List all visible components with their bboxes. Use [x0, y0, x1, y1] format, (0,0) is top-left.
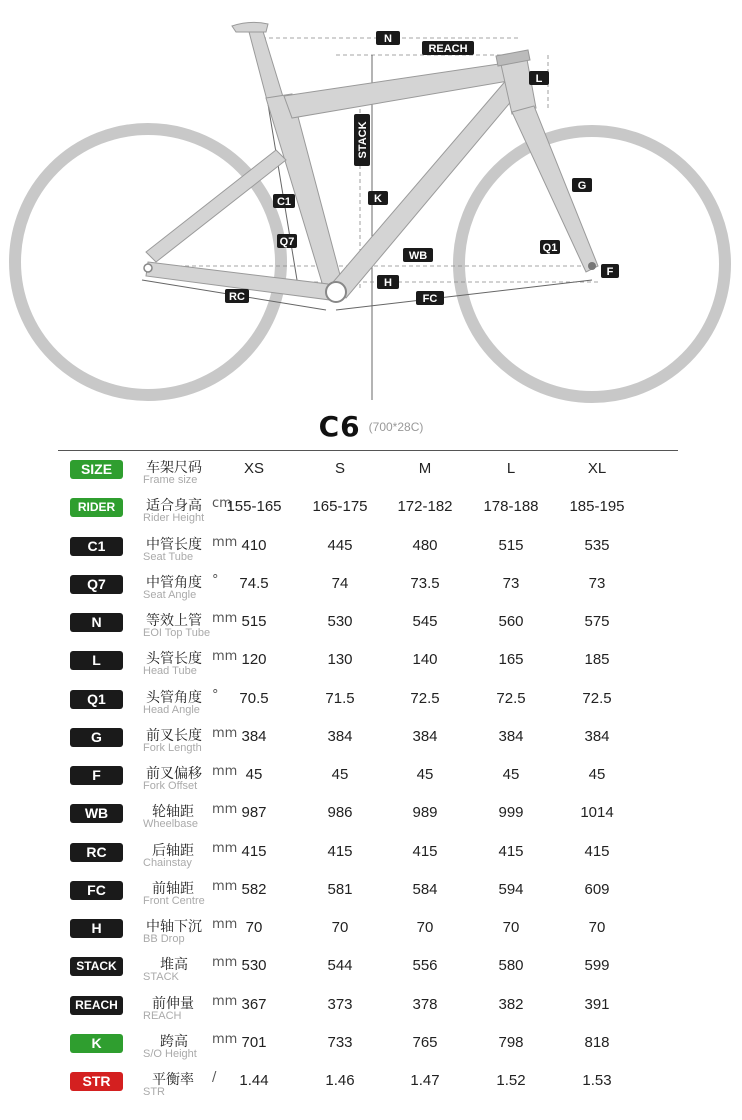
table-cell: 140: [412, 651, 438, 669]
seatpost: [248, 28, 284, 104]
model-name: C6: [318, 410, 361, 443]
table-cell: 999: [498, 804, 524, 822]
diagram-label-fc: [416, 291, 444, 305]
table-cell: 391: [584, 995, 610, 1013]
row-label-cn: 跨高: [160, 1033, 188, 1050]
table-cell: 544: [327, 957, 353, 975]
row-code-badge: K: [70, 1034, 123, 1053]
table-row: [0, 1025, 742, 1063]
table-cell: 701: [241, 1033, 267, 1051]
table-cell: 1.44: [239, 1072, 269, 1089]
table-row: [0, 489, 742, 527]
table-cell: 378: [412, 995, 438, 1013]
table-cell: 530: [327, 613, 353, 630]
row-label-en: Fork Offset: [143, 780, 198, 792]
row-code-badge: C1: [70, 537, 123, 556]
row-code-badge: G: [70, 728, 123, 747]
row-label-en: Fork Length: [143, 741, 202, 754]
table-cell: 70: [588, 919, 606, 936]
table-cell: 70: [416, 919, 434, 936]
row-label-cn: 头管角度: [146, 689, 202, 706]
saddle: [232, 22, 268, 32]
table-cell: 155-165: [226, 498, 282, 516]
row-label-cn: 中轴下沉: [146, 919, 202, 935]
row-unit: mm: [212, 725, 238, 741]
row-unit: mm: [212, 802, 238, 818]
table-cell: 384: [327, 727, 353, 745]
table-cell: 594: [498, 880, 524, 898]
table-cell: 582: [241, 880, 267, 898]
svg-text:N: N: [384, 33, 392, 45]
table-cell: 1.46: [325, 1072, 355, 1089]
table-cell: 70: [245, 919, 263, 936]
svg-text:STACK: STACK: [357, 121, 369, 159]
table-cell: 798: [498, 1033, 524, 1051]
table-cell: 415: [584, 842, 610, 860]
table-cell: 172-182: [397, 498, 453, 516]
table-row: [0, 566, 742, 604]
row-label-en: REACH: [143, 1009, 182, 1022]
svg-text:WB: WB: [408, 250, 428, 262]
svg-text:G: G: [577, 180, 587, 192]
table-cell: 71.5: [325, 689, 355, 707]
wheel-spec: (700*28C): [368, 419, 424, 434]
table-cell: 120: [241, 651, 267, 669]
table-cell: 515: [498, 536, 524, 554]
row-code-badge: RIDER: [70, 498, 123, 517]
row-unit: mm: [212, 649, 238, 665]
row-label-cn: 前伸量: [152, 995, 194, 1012]
table-cell: M: [418, 460, 432, 477]
table-cell: 384: [241, 727, 267, 745]
table-cell: 185-195: [569, 498, 625, 516]
row-code-badge: F: [70, 766, 123, 785]
svg-text:C1: C1: [276, 196, 292, 208]
table-row: [0, 451, 742, 489]
table-cell: 415: [412, 842, 438, 860]
table-cell: 70.5: [239, 689, 269, 707]
table-row: [0, 910, 742, 948]
table-cell: 989: [412, 804, 438, 822]
row-code-badge: SIZE: [70, 460, 123, 479]
table-cell: S: [334, 460, 345, 477]
table-cell: 581: [327, 880, 353, 898]
row-label-en: Wheelbase: [143, 818, 199, 831]
row-code-badge: Q1: [70, 690, 123, 709]
table-cell: XS: [243, 460, 264, 477]
diagram-label-k: [368, 191, 388, 205]
table-cell: 73: [502, 574, 520, 592]
front-dropout: [588, 262, 596, 270]
table-cell: 986: [327, 804, 353, 822]
row-label-cn: 中管长度: [146, 536, 202, 553]
table-row: [0, 642, 742, 680]
row-label-cn: 中管角度: [146, 574, 202, 591]
table-cell: 1.47: [410, 1072, 440, 1089]
table-cell: 415: [241, 842, 267, 860]
geometry-table: [0, 451, 742, 1101]
bottom-bracket: [326, 282, 346, 302]
row-label-en: STR: [143, 1086, 165, 1098]
row-label-en: Front Centre: [143, 894, 205, 907]
table-cell: 185: [584, 651, 610, 669]
row-code-badge: Q7: [70, 575, 123, 594]
diagram-label-stack: [354, 114, 370, 166]
row-label-en: Head Tube: [143, 665, 197, 678]
table-cell: 70: [502, 919, 520, 936]
row-label-cn: 前叉长度: [146, 727, 202, 744]
svg-text:FC: FC: [422, 293, 438, 305]
top-tube: [284, 62, 514, 118]
table-cell: 73.5: [410, 574, 440, 592]
table-cell: 480: [412, 536, 438, 554]
table-cell: 165-175: [312, 498, 368, 516]
table-cell: 609: [584, 880, 610, 898]
row-code-badge: RC: [70, 843, 123, 862]
table-cell: 384: [584, 727, 610, 745]
table-cell: 575: [584, 613, 610, 630]
table-cell: 73: [588, 574, 606, 592]
table-cell: 74: [331, 574, 349, 592]
table-cell: 1014: [580, 804, 614, 822]
table-cell: 45: [245, 766, 263, 783]
row-label-en: STACK: [143, 971, 179, 984]
row-label-cn: 适合身高: [146, 498, 202, 515]
table-cell: 72.5: [410, 689, 440, 707]
row-unit: °: [212, 687, 219, 703]
row-label-en: Seat Angle: [143, 588, 197, 601]
table-row: [0, 987, 742, 1025]
table-row: [0, 872, 742, 910]
row-label-en: S/O Height: [143, 1047, 197, 1060]
row-label-cn: 车架尺码: [146, 460, 202, 476]
table-cell: 584: [412, 880, 438, 898]
rear-dropout: [144, 264, 152, 272]
table-cell: 580: [498, 957, 524, 975]
down-tube: [328, 78, 524, 298]
table-row: [0, 795, 742, 833]
row-label-en: Seat Tube: [143, 550, 194, 563]
diagram-label-wb: [403, 248, 433, 262]
table-row: [0, 681, 742, 719]
table-cell: 410: [241, 536, 267, 554]
row-label-cn: 平衡率: [152, 1072, 194, 1088]
svg-text:RC: RC: [229, 291, 245, 303]
table-row: [0, 834, 742, 872]
table-cell: 515: [241, 613, 267, 630]
diagram-label-f: [601, 264, 619, 278]
svg-text:Q7: Q7: [279, 236, 295, 248]
table-cell: 45: [588, 766, 606, 783]
table-row: [0, 948, 742, 986]
row-unit: mm: [212, 840, 238, 856]
row-label-cn: 头管长度: [146, 651, 202, 668]
row-label-en: Frame size: [143, 474, 198, 486]
row-unit: mm: [212, 534, 238, 550]
geometry-diagram: [0, 0, 742, 410]
row-label-en: BB Drop: [143, 933, 185, 945]
table-row: [0, 757, 742, 795]
table-cell: 556: [412, 957, 438, 975]
table-cell: 545: [412, 613, 438, 630]
row-unit: mm: [212, 917, 238, 932]
svg-text:L: L: [535, 73, 543, 85]
svg-text:H: H: [384, 277, 392, 289]
row-label-cn: 轮轴距: [152, 804, 194, 821]
table-cell: 367: [241, 995, 267, 1013]
table-cell: 445: [327, 536, 353, 554]
table-cell: 530: [241, 957, 267, 975]
table-cell: 373: [327, 995, 353, 1013]
table-cell: 45: [416, 766, 434, 783]
svg-text:REACH: REACH: [428, 43, 468, 55]
row-label-cn: 后轴距: [152, 842, 194, 859]
diagram-label-rc: [225, 289, 249, 303]
row-code-badge: REACH: [70, 996, 123, 1015]
table-cell: 384: [498, 727, 524, 745]
row-label-cn: 前轴距: [152, 880, 194, 897]
table-cell: 165: [498, 651, 524, 669]
table-cell: 765: [412, 1033, 438, 1051]
diagram-label-l: [529, 71, 549, 85]
table-cell: 382: [498, 995, 524, 1013]
table-cell: 818: [584, 1033, 610, 1051]
row-unit: /: [212, 1070, 217, 1085]
row-label-cn: 等效上管: [146, 613, 202, 629]
row-unit: mm: [212, 993, 238, 1009]
svg-text:Q1: Q1: [542, 242, 558, 254]
table-cell: 1.53: [582, 1072, 612, 1089]
table-cell: 130: [327, 651, 353, 669]
table-cell: L: [506, 460, 516, 477]
row-unit: mm: [212, 764, 238, 779]
row-code-badge: WB: [70, 804, 123, 823]
row-label-en: EOI Top Tube: [143, 627, 211, 639]
row-code-badge: L: [70, 651, 123, 670]
table-row: [0, 604, 742, 642]
row-label-cn: 堆高: [160, 957, 188, 974]
diagram-label-q7: [277, 234, 297, 248]
row-code-badge: STR: [70, 1072, 123, 1091]
row-unit: °: [212, 572, 219, 588]
table-cell: 1.52: [496, 1072, 526, 1089]
table-cell: 72.5: [496, 689, 526, 707]
diagram-label-n: [376, 31, 400, 45]
row-label-cn: 前叉偏移: [146, 766, 202, 782]
table-cell: 178-188: [483, 498, 539, 516]
row-code-badge: H: [70, 919, 123, 938]
table-row: [0, 528, 742, 566]
table-cell: 599: [584, 957, 610, 975]
row-code-badge: STACK: [70, 957, 123, 976]
table-cell: 415: [327, 842, 353, 860]
row-label-en: Head Angle: [143, 703, 200, 716]
table-cell: 560: [498, 613, 524, 630]
row-code-badge: FC: [70, 881, 123, 900]
table-cell: 384: [412, 727, 438, 745]
row-label-en: Chainstay: [143, 856, 192, 869]
diagram-label-reach: [422, 41, 474, 55]
diagram-label-h: [377, 275, 399, 289]
table-cell: 45: [502, 766, 520, 783]
table-cell: 415: [498, 842, 524, 860]
row-code-badge: N: [70, 613, 123, 632]
title: [0, 410, 742, 448]
row-unit: mm: [212, 611, 238, 626]
svg-text:F: F: [606, 266, 614, 278]
table-cell: 987: [241, 804, 267, 822]
table-row: [0, 719, 742, 757]
row-unit: cm: [212, 496, 232, 512]
table-row: [0, 1063, 742, 1101]
row-label-en: Rider Height: [143, 512, 205, 525]
row-unit: mm: [212, 1031, 238, 1047]
diagram-label-q1: [540, 240, 560, 254]
table-cell: 72.5: [582, 689, 612, 707]
table-cell: 45: [331, 766, 349, 783]
table-cell: 535: [584, 536, 610, 554]
table-cell: 733: [327, 1033, 353, 1051]
row-unit: mm: [212, 878, 238, 894]
table-cell: 70: [331, 919, 349, 936]
diagram-label-c1: [273, 194, 295, 208]
table-cell: 74.5: [239, 574, 269, 592]
svg-text:K: K: [374, 193, 382, 205]
diagram-label-g: [572, 178, 592, 192]
row-unit: mm: [212, 955, 238, 971]
table-cell: XL: [587, 460, 607, 477]
